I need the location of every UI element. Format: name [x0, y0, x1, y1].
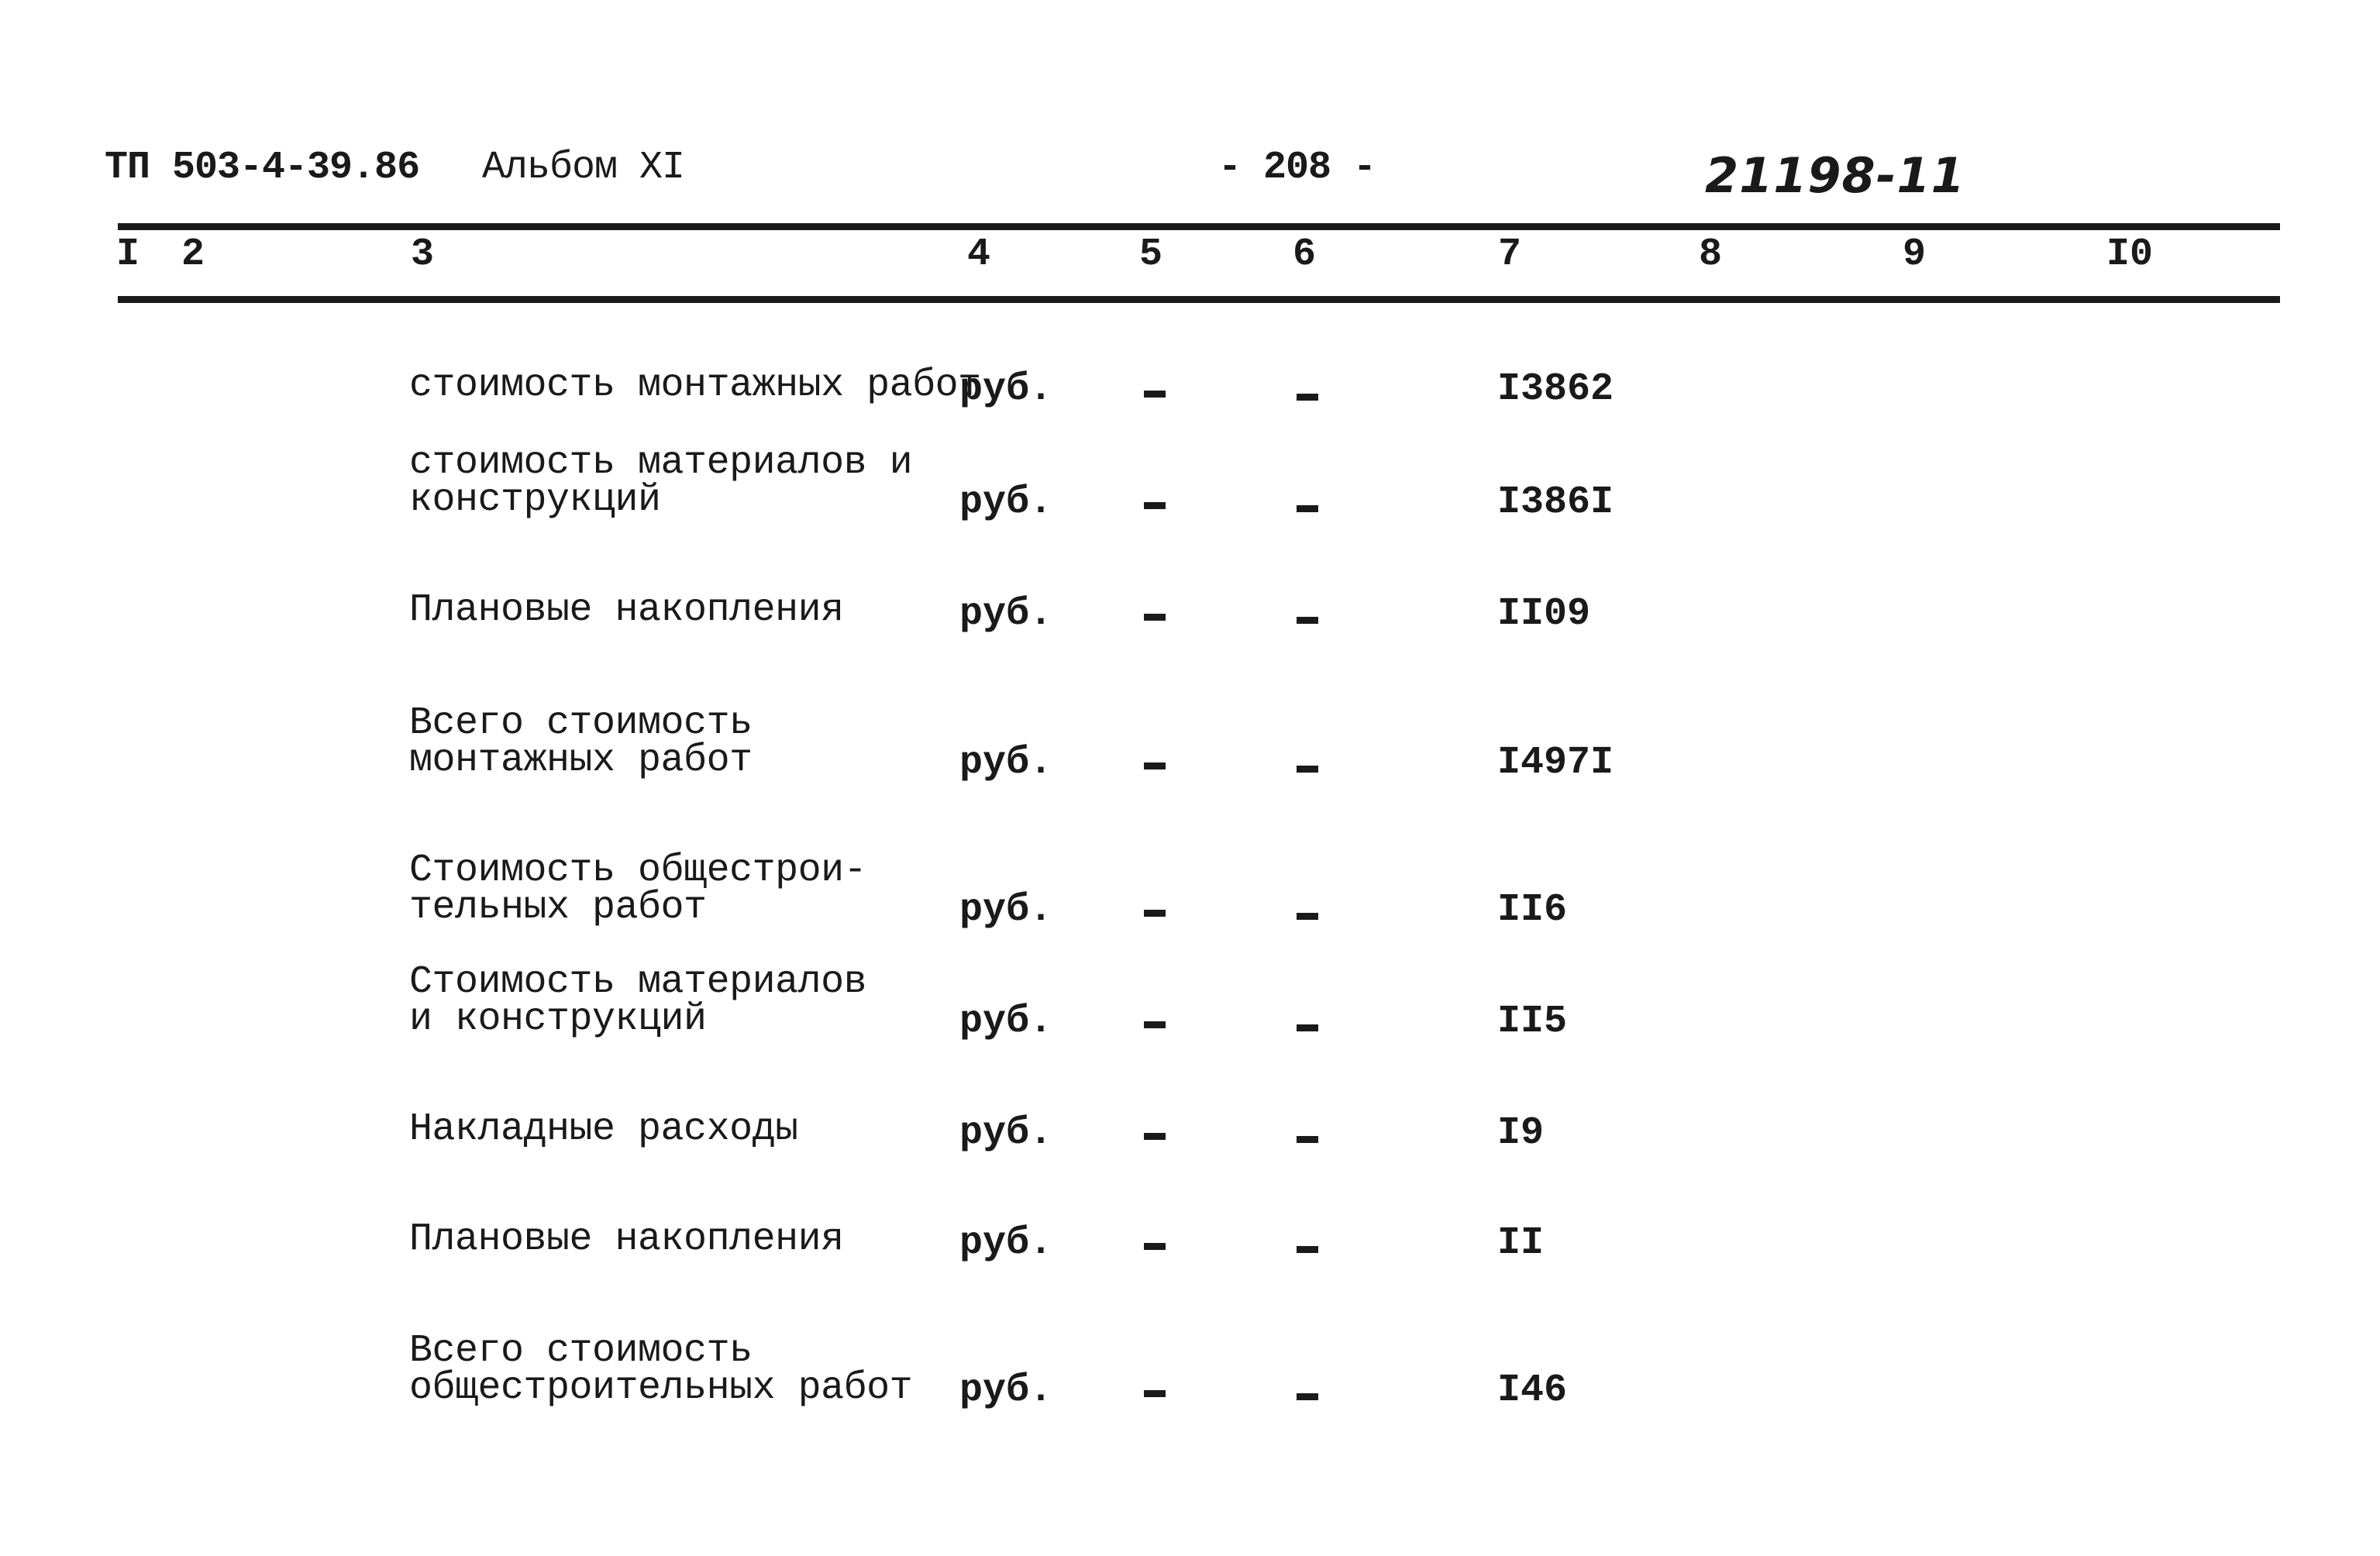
row-unit: руб. — [959, 1000, 1053, 1044]
dash-mark — [1297, 766, 1318, 773]
column-number-7: 7 — [1498, 232, 1522, 277]
dash-mark — [1297, 1393, 1318, 1400]
dash-mark — [1297, 1246, 1318, 1253]
row-value: I9 — [1497, 1111, 1545, 1155]
row-unit: руб. — [959, 1221, 1053, 1265]
column-number-9: 9 — [1903, 232, 1927, 277]
dash-mark — [1144, 391, 1166, 398]
column-number-10: I0 — [2106, 232, 2154, 277]
row-value: II5 — [1497, 1000, 1568, 1044]
dash-mark — [1144, 1133, 1166, 1140]
row-description: Стоимость общестрои- тельных работ — [409, 849, 867, 930]
dash-mark — [1144, 1243, 1166, 1250]
dash-mark — [1144, 614, 1166, 621]
row-value: II6 — [1497, 888, 1568, 932]
column-number-8: 8 — [1699, 232, 1723, 277]
column-number-6: 6 — [1293, 232, 1317, 277]
header-rule-bottom — [118, 296, 2280, 303]
document-code: ТП 503-4-39.86 — [105, 146, 420, 190]
handwritten-number: 21198-11 — [1705, 147, 1965, 204]
dash-mark — [1297, 394, 1318, 401]
row-value: I46 — [1497, 1368, 1568, 1413]
row-unit: руб. — [959, 888, 1053, 932]
row-unit: руб. — [959, 480, 1053, 525]
column-number-2: 2 — [181, 232, 205, 277]
dash-mark — [1144, 1021, 1166, 1028]
column-number-4: 4 — [967, 232, 991, 277]
column-number-1: I — [116, 232, 140, 277]
row-description: стоимость монтажных работ — [409, 363, 981, 408]
dash-mark — [1297, 913, 1318, 920]
dash-mark — [1144, 502, 1166, 509]
dash-mark — [1144, 763, 1166, 769]
row-value: I386I — [1497, 480, 1614, 525]
row-value: I3862 — [1497, 367, 1614, 411]
row-description: Накладные расходы — [409, 1107, 798, 1152]
row-value: I497I — [1497, 741, 1614, 785]
dash-mark — [1297, 1136, 1318, 1143]
dash-mark — [1144, 910, 1166, 917]
album-label: Альбом XI — [482, 146, 685, 190]
dash-mark — [1297, 1024, 1318, 1031]
header-rule-top — [118, 223, 2280, 230]
dash-mark — [1144, 1390, 1166, 1397]
row-description: Стоимость материалов и конструкций — [409, 960, 867, 1041]
row-unit: руб. — [959, 592, 1053, 636]
row-unit: руб. — [959, 1368, 1053, 1413]
column-number-3: 3 — [411, 232, 435, 277]
row-description: стоимость материалов и конструкций — [409, 441, 913, 522]
dash-mark — [1297, 505, 1318, 512]
row-unit: руб. — [959, 1111, 1053, 1155]
row-description: Всего стоимость монтажных работ — [409, 701, 753, 783]
column-number-5: 5 — [1139, 232, 1163, 277]
page-number: - 208 - — [1218, 146, 1376, 190]
row-description: Плановые накопления — [409, 588, 844, 632]
row-unit: руб. — [959, 367, 1053, 411]
row-value: II09 — [1497, 592, 1591, 636]
row-value: II — [1497, 1221, 1545, 1265]
dash-mark — [1297, 617, 1318, 624]
row-unit: руб. — [959, 741, 1053, 785]
row-description: Всего стоимость общестроительных работ — [409, 1329, 913, 1410]
row-description: Плановые накопления — [409, 1217, 844, 1262]
